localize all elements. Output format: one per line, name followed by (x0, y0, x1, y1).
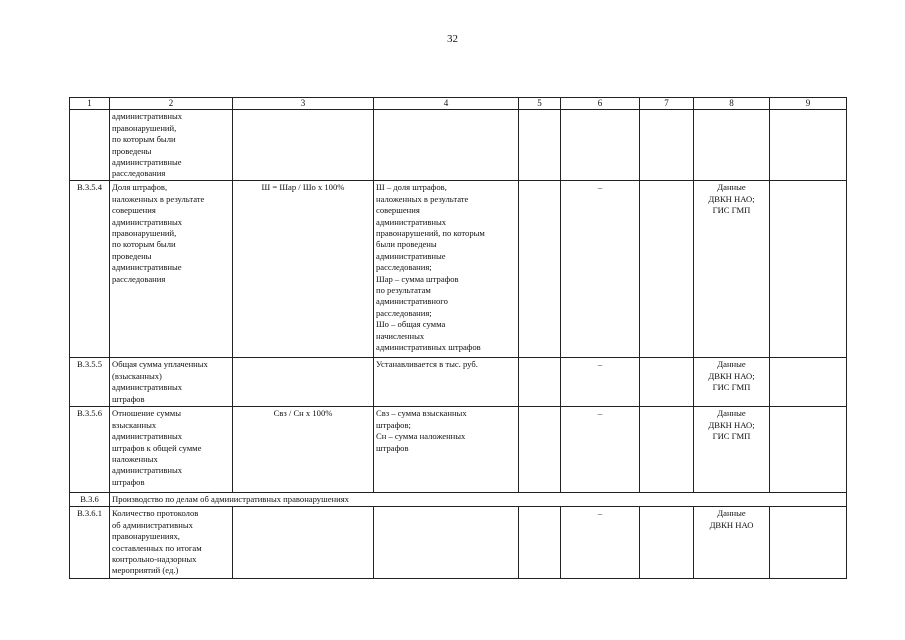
text-line: составленных по итогам (112, 542, 202, 553)
column-9-cell (770, 358, 847, 407)
text-line: Данные (717, 359, 746, 370)
text-line: об административных (112, 519, 193, 530)
table-row (70, 407, 847, 493)
indicator-formula (233, 110, 374, 181)
column-5-cell (519, 110, 561, 181)
text-line: проведены (112, 145, 152, 156)
page-number: 32 (447, 33, 458, 45)
text-line: административные (112, 262, 182, 273)
indicator-formula: Свз / Сн х 100% (233, 407, 374, 493)
indicator-name (110, 358, 233, 407)
column-9-cell (770, 407, 847, 493)
column-9-cell (770, 507, 847, 579)
text-line: расследования; (376, 262, 432, 273)
text-line: штрафов; (376, 419, 411, 430)
column-header: 6 (561, 98, 640, 110)
indicator-code: В.3.5.4 (70, 181, 110, 358)
text-line: по результатам (376, 285, 431, 296)
indicator-code: В.3.5.5 (70, 358, 110, 407)
text-line: штрафов к общей сумме (112, 442, 202, 453)
text-line: правонарушений, по которым (376, 228, 485, 239)
text-line: административных штрафов (376, 342, 481, 353)
column-5-cell (519, 181, 561, 358)
column-6-cell: – (561, 407, 640, 493)
column-header: 9 (770, 98, 847, 110)
text-line: административных (112, 382, 183, 393)
text-line: расследования; (376, 307, 432, 318)
text-line: по которым были (112, 134, 176, 145)
column-header: 7 (640, 98, 694, 110)
text-line: правонарушениях, (112, 531, 180, 542)
column-7-cell (640, 507, 694, 579)
text-line: совершения (112, 205, 156, 216)
text-line: начисленных (376, 330, 425, 341)
section-code: В.3.6 (70, 493, 110, 507)
text-line: ДВКН НАО; (708, 193, 755, 204)
indicator-name (110, 110, 233, 181)
text-line: ГИС ГМП (712, 382, 751, 393)
text-line: административных (112, 431, 183, 442)
text-line: Отношение суммы (112, 408, 181, 419)
column-9-cell (770, 110, 847, 181)
column-6-cell: – (561, 181, 640, 358)
indicator-description (374, 407, 519, 493)
text-line: контрольно-надзорных (112, 554, 197, 565)
table-row (70, 507, 847, 579)
text-line: Сн – сумма наложенных (376, 431, 466, 442)
text-line: Данные (717, 508, 746, 519)
text-line: Доля штрафов, (112, 182, 168, 193)
text-line: штрафов (376, 442, 409, 453)
column-6-cell: – (561, 507, 640, 579)
text-line: мероприятий (ед.) (112, 565, 179, 576)
text-line: правонарушений, (112, 228, 177, 239)
text-line: Устанавливается в тыс. руб. (376, 359, 478, 370)
text-line: правонарушений, (112, 122, 177, 133)
column-6-cell (561, 110, 640, 181)
column-7-cell (640, 110, 694, 181)
section-row (70, 493, 847, 507)
data-source (694, 507, 770, 579)
indicator-code: В.3.5.6 (70, 407, 110, 493)
text-line: административного (376, 296, 448, 307)
text-line: Данные (717, 182, 746, 193)
indicator-description (374, 507, 519, 579)
table-row (70, 358, 847, 407)
text-line: (взысканных) (112, 370, 162, 381)
text-line: штрафов (112, 476, 145, 487)
text-line: Ш – доля штрафов, (376, 182, 447, 193)
text-line: Шар – сумма штрафов (376, 273, 459, 284)
indicator-code (70, 110, 110, 181)
column-header: 3 (233, 98, 374, 110)
column-7-cell (640, 358, 694, 407)
text-line: Общая сумма уплаченных (112, 359, 208, 370)
column-header: 4 (374, 98, 519, 110)
column-5-cell (519, 358, 561, 407)
text-line: по которым были (112, 239, 176, 250)
indicator-formula (233, 358, 374, 407)
text-line: административных (112, 465, 183, 476)
text-line: Данные (717, 408, 746, 419)
text-line: ГИС ГМП (712, 431, 751, 442)
column-header: 2 (110, 98, 233, 110)
text-line: Шо – общая сумма (376, 319, 446, 330)
text-line: штрафов (112, 393, 145, 404)
text-line: были проведены (376, 239, 437, 250)
text-line: взысканных (112, 419, 157, 430)
section-title: Производство по делам об административных правонарушениях (110, 493, 847, 507)
column-5-cell (519, 407, 561, 493)
indicator-formula (233, 507, 374, 579)
text-line: ДВКН НАО; (708, 419, 755, 430)
column-header: 8 (694, 98, 770, 110)
text-line: Свз – сумма взысканных (376, 408, 467, 419)
column-6-cell: – (561, 358, 640, 407)
text-line: административные (112, 157, 182, 168)
text-line: административных (112, 111, 183, 122)
indicator-code: В.3.6.1 (70, 507, 110, 579)
indicator-description (374, 181, 519, 358)
indicator-name (110, 407, 233, 493)
data-source (694, 110, 770, 181)
text-line: административные (376, 250, 446, 261)
indicator-name (110, 507, 233, 579)
column-header: 5 (519, 98, 561, 110)
indicator-name (110, 181, 233, 358)
text-line: административных (376, 216, 447, 227)
table-row (70, 181, 847, 358)
column-9-cell (770, 181, 847, 358)
column-7-cell (640, 407, 694, 493)
indicator-description (374, 110, 519, 181)
indicator-formula: Ш = Шар / Шо х 100% (233, 181, 374, 358)
text-line: расследования (112, 168, 166, 179)
data-source (694, 181, 770, 358)
text-line: Количество протоколов (112, 508, 199, 519)
data-source (694, 407, 770, 493)
text-line: наложенных в результате (376, 193, 469, 204)
text-line: совершения (376, 205, 420, 216)
text-line: расследования (112, 273, 166, 284)
text-line: проведены (112, 250, 152, 261)
text-line: ГИС ГМП (712, 205, 751, 216)
data-source (694, 358, 770, 407)
table-header-row (70, 98, 847, 110)
indicator-description (374, 358, 519, 407)
text-line: наложенных в результате (112, 193, 205, 204)
indicators-table (69, 97, 847, 579)
column-5-cell (519, 507, 561, 579)
table-row (70, 110, 847, 181)
column-header: 1 (70, 98, 110, 110)
text-line: наложенных (112, 454, 158, 465)
column-7-cell (640, 181, 694, 358)
text-line: административных (112, 216, 183, 227)
text-line: ДВКН НАО; (708, 370, 755, 381)
text-line: ДВКН НАО (709, 519, 754, 530)
